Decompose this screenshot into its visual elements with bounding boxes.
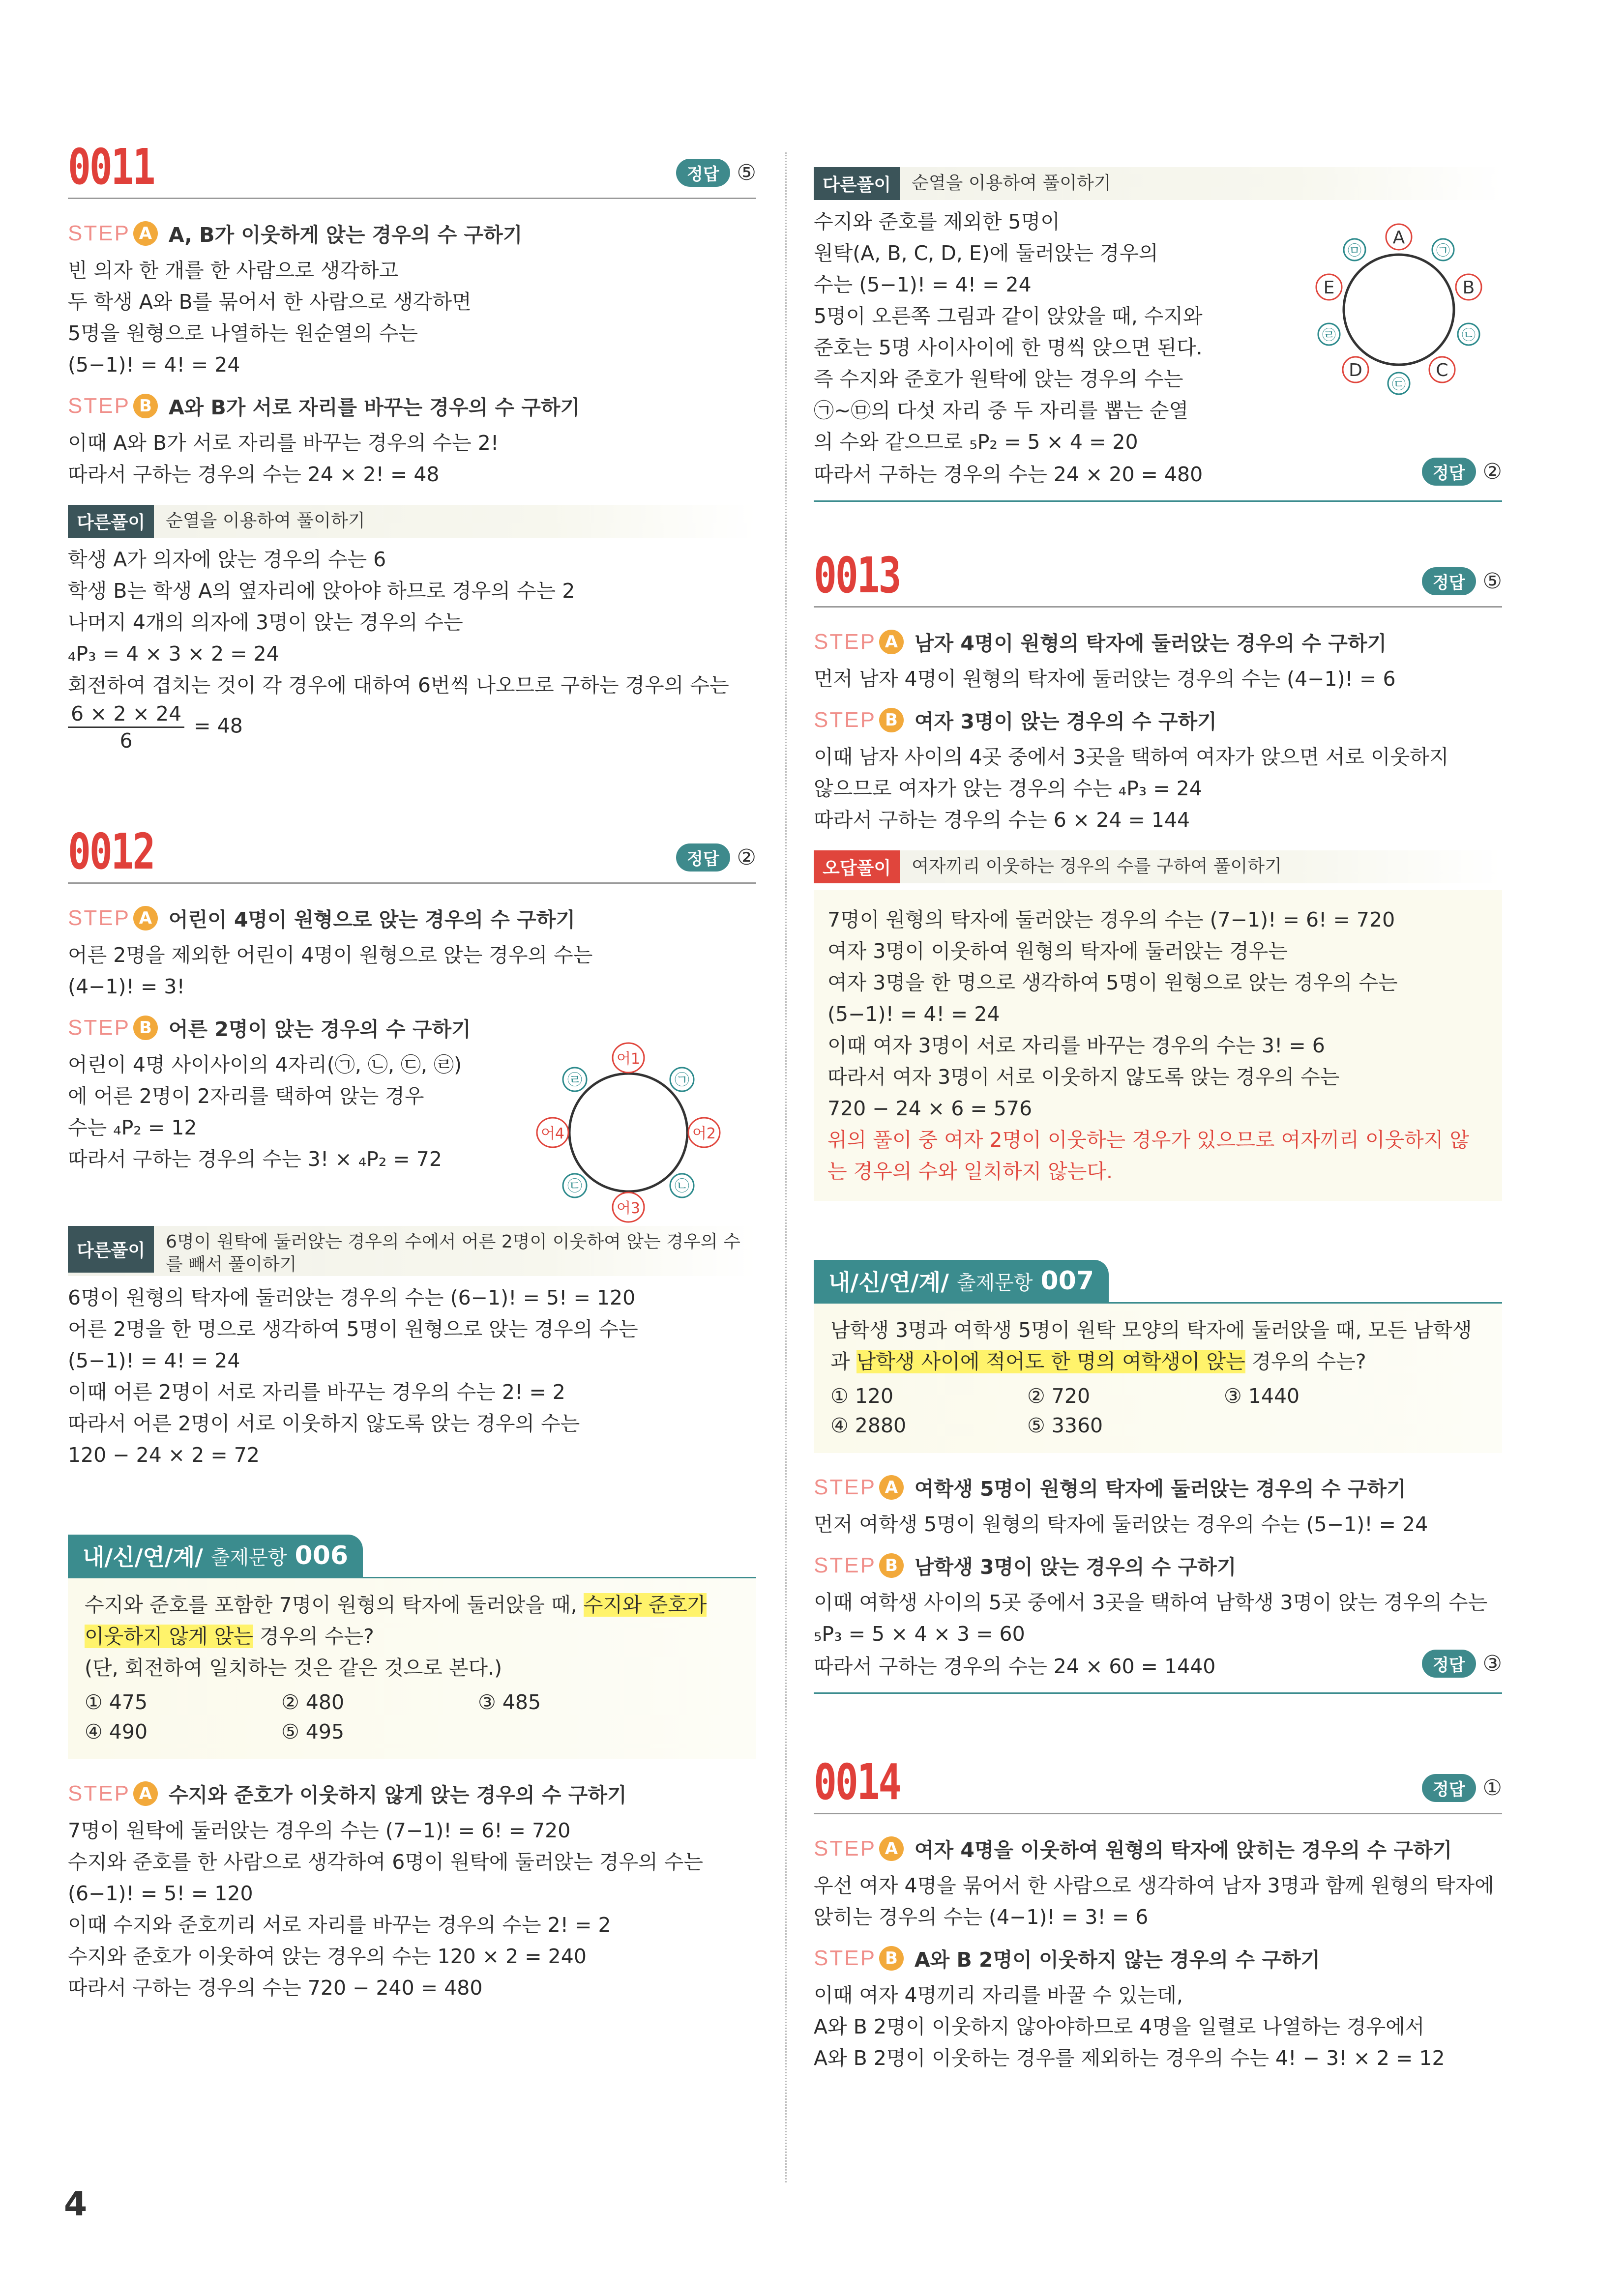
final-line [814,1650,1502,1683]
text-line: 따라서 구하는 경우의 수는 3! × ₄P₂ = 72 [68,1147,442,1171]
step-a [68,219,756,248]
step-b [68,391,756,420]
round-table-circle [569,1074,687,1192]
text-line: 이때 어른 2명이 서로 자리를 바꾸는 경우의 수는 2! = 2 [68,1380,565,1404]
text-line: (6−1)! = 5! = 120 [68,1882,253,1905]
seat-bottom-right [670,1174,694,1197]
step-letter: A [133,1781,158,1806]
step-b [814,1944,1502,1973]
text-line: 어린이 4명 사이사이의 4자리(㉠, ㉡, ㉢, ㉣) [68,1053,462,1076]
answer-tag [1422,1774,1502,1802]
step-a [68,1779,756,1808]
question-line [830,1346,1485,1377]
problem-0014 [814,1753,1502,2074]
related-question-badge-main: 내/신/연/계/ [83,1544,203,1570]
text-line: 두 학생 A와 B를 묶어서 한 사람으로 생각하면 [68,290,472,314]
text-line: 여자 3명이 이웃하여 원형의 탁자에 둘러앉는 경우는 [827,939,1288,963]
round-table-diagram-five [1300,216,1497,403]
answer-badge: 정답 [1422,1774,1476,1802]
step-title: 수지와 준호가 이웃하지 않게 앉는 경우의 수 구하기 [168,1783,627,1807]
round-table-circle [1344,255,1454,365]
svg-text:㉡: ㉡ [675,1178,689,1195]
text-line: 않으므로 여자가 앉는 경우의 수는 ₄P₃ = 24 [814,777,1202,800]
question-line [85,1589,739,1621]
step-a [68,903,756,932]
wrong-solution-box [814,890,1502,1201]
step-letter: B [133,394,158,418]
step-title: 여학생 5명이 원형의 탁자에 둘러앉는 경우의 수 구하기 [914,1477,1406,1501]
svg-text:E: E [1323,278,1335,298]
step-label: STEP [814,1836,876,1860]
text-line: 학생 A가 의자에 앉는 경우의 수는 6 [68,548,386,571]
wrong-solution-badge: 오답풀이 [814,850,900,883]
step-title: 남학생 3명이 앉는 경우의 수 구하기 [914,1555,1237,1579]
step-label: STEP [68,221,130,245]
answer-value: ③ [1482,1651,1502,1676]
choice-item: ① 120 [830,1384,894,1408]
choice-item: ② 720 [1027,1384,1091,1408]
question-text: 경우의 수는? [253,1625,374,1648]
text-line: 수지와 준호를 제외한 5명이 [814,210,1060,233]
answer-choices [830,1381,1485,1440]
svg-text:㉢: ㉢ [1391,376,1406,392]
step-letter: B [879,1946,904,1971]
column-divider [785,152,787,2182]
text-line: 이때 A와 B가 서로 자리를 바꾸는 경우의 수는 2! [68,431,499,455]
text-line: 어른 2명을 제외한 어린이 4명이 원형으로 앉는 경우의 수는 [68,943,593,967]
svg-text:㉠: ㉠ [675,1072,689,1089]
step-letter: A [879,630,904,654]
svg-text:어4: 어4 [540,1125,565,1142]
text-line: 이때 여자 4명끼리 자리를 바꿀 수 있는데, [814,1983,1183,2007]
step-title: 여자 3명이 앉는 경우의 수 구하기 [914,710,1217,733]
text-line: 어른 2명을 한 명으로 생각하여 5명이 원형으로 앉는 경우의 수는 [68,1317,638,1341]
svg-text:어1: 어1 [616,1050,641,1068]
text-line: A와 B 2명이 이웃하지 않아야하므로 4명을 일렬로 나열하는 경우에서 [814,2015,1425,2038]
text-line: 학생 B는 학생 A의 옆자리에 앉아야 하므로 경우의 수는 2 [68,579,575,603]
step-title: 어른 2명이 앉는 경우의 수 구하기 [168,1017,471,1041]
step-title: A, B가 이웃하게 앉는 경우의 수 구하기 [168,223,523,247]
round-table-diagram-adults [520,1034,737,1231]
related-question-code: 007 [1040,1266,1094,1296]
alternate-solution-header [68,1226,756,1276]
text-line: 수지와 준호가 이웃하여 앉는 경우의 수는 120 × 2 = 240 [68,1945,587,1968]
seat-bottom-left [563,1174,587,1197]
choice-item: ② 480 [281,1690,345,1714]
seat-C [1429,357,1455,382]
seat-A [1386,224,1412,250]
step-b-body [68,1049,756,1217]
step-label: STEP [68,1781,130,1805]
problem-header [68,138,756,199]
alternate-solution-title: 순열을 이용하여 풀이하기 [166,511,365,531]
text-line: 여자 3명을 한 명으로 생각하여 5명이 원형으로 앉는 경우의 수는 [827,971,1398,994]
choice-item: ⑤ 3360 [1027,1414,1103,1437]
alternate-solution-badge: 다른풀이 [68,505,154,538]
related-question-code: 006 [295,1541,349,1570]
answer-choices [85,1687,739,1746]
text-line: 우선 여자 4명을 묶어서 한 사람으로 생각하여 남자 3명과 함께 원형의 탁자에 [814,1874,1494,1897]
text-line: 이때 여자 3명이 서로 자리를 바꾸는 경우의 수는 3! = 6 [827,1034,1325,1057]
answer-value: ② [1482,459,1502,484]
related-question-badge [68,1535,363,1577]
step-label: STEP [814,629,876,654]
related-question-badge-main: 내/신/연/계/ [828,1269,949,1296]
choice-item: ④ 2880 [830,1414,907,1437]
seat-gap-e [1344,239,1365,261]
step-a [814,1834,1502,1863]
alt-title-line: 를 빼서 풀이하기 [166,1254,297,1275]
svg-text:㉤: ㉤ [1347,242,1362,259]
seat-B [1456,274,1481,300]
svg-text:C: C [1436,360,1448,380]
answer-badge: 정답 [1422,1650,1476,1678]
fraction-numerator: 6 × 2 × 24 [68,701,184,728]
text-line: 수는 ₄P₂ = 12 [68,1116,197,1139]
answer-badge: 정답 [1422,567,1476,595]
text-line: ₅P₃ = 5 × 4 × 3 = 60 [814,1622,1025,1646]
text-line: (5−1)! = 4! = 24 [68,353,240,377]
text-line: (5−1)! = 4! = 24 [827,1002,1000,1026]
highlight-text: 수지와 준호가 [583,1593,707,1617]
text-line: 5명이 오른쪽 그림과 같이 앉았을 때, 수지와 [814,304,1203,328]
seat-top [613,1043,644,1073]
step-label: STEP [68,393,130,418]
step-letter: A [133,906,158,930]
seat-left [537,1118,568,1147]
seat-gap-a [1432,239,1454,261]
step-label: STEP [814,1553,876,1577]
text-line: 나머지 4개의 의자에 3명이 앉는 경우의 수는 [68,610,463,634]
answer-value: ① [1482,1775,1502,1801]
related-question-badge [814,1260,1109,1302]
text-line: 따라서 구하는 경우의 수는 6 × 24 = 144 [814,808,1190,832]
related-question-box [814,1302,1502,1453]
alternate-solution-header [68,505,756,538]
step-title: 여자 4명을 이웃하여 원형의 탁자에 앉히는 경우의 수 구하기 [914,1838,1452,1862]
problem-0011 [68,138,756,754]
alternate-solution-badge: 다른풀이 [68,1226,154,1273]
answer-tag [1422,567,1502,595]
problem-number: 0011 [68,138,154,196]
related-question-007 [814,1260,1502,1694]
text-line: 7명이 원형의 탁자에 둘러앉는 경우의 수는 (7−1)! = 6! = 720 [827,908,1395,931]
problem-number: 0013 [814,547,900,604]
step-letter: A [879,1475,904,1500]
text-line: 따라서 구하는 경우의 수는 24 × 60 = 1440 [814,1654,1216,1678]
seat-top-left [563,1068,587,1091]
text-line: (4−1)! = 3! [68,975,185,998]
text-line: 준호는 5명 사이사이에 한 명씩 앉으면 된다. [814,336,1203,359]
seat-gap-c [1388,373,1410,394]
text-line: 7명이 원탁에 둘러앉는 경우의 수는 (7−1)! = 6! = 720 [68,1819,571,1842]
alternate-solution-badge: 다른풀이 [814,167,900,200]
text-line: 수지와 준호를 한 사람으로 생각하여 6명이 원탁에 둘러앉는 경우의 수는 [68,1850,703,1874]
step-letter: B [133,1016,158,1040]
svg-text:㉡: ㉡ [1461,327,1476,343]
highlight-text: 남학생 사이에 적어도 한 명의 여학생이 앉는 [856,1350,1245,1373]
text-line: 회전하여 겹치는 것이 각 경우에 대하여 6번씩 나오므로 구하는 경우의 수는 [68,673,729,697]
text-line: ㉠~㉤의 다섯 자리 중 두 자리를 뽑는 순열 [814,399,1189,422]
text-line: 이때 수지와 준호끼리 서로 자리를 바꾸는 경우의 수는 2! = 2 [68,1913,611,1937]
final-line [814,458,1502,491]
step-b [814,1551,1502,1580]
step-title: A와 B가 서로 자리를 바꾸는 경우의 수 구하기 [168,396,580,419]
step-letter: A [133,221,158,246]
choice-item: ④ 490 [85,1720,148,1744]
question-text: 경우의 수는? [1245,1350,1366,1373]
problem-0012 [68,823,756,1471]
seat-top-right [670,1068,694,1091]
answer-value: ⑤ [1482,569,1502,594]
related-question-badge-sub: 출제문항 [956,1271,1033,1294]
related-question-header [814,1260,1502,1302]
fraction [68,701,184,754]
answer-tag [676,159,756,187]
choice-item: ⑤ 495 [281,1720,345,1744]
problem-header [814,1753,1502,1814]
answer-tag [1422,1650,1502,1678]
seat-gap-d [1318,323,1340,345]
text-line: 이때 여학생 사이의 5곳 중에서 3곳을 택하여 남학생 3명이 앉는 경우의 수는 [814,1591,1488,1614]
fraction-result: = 48 [194,714,243,738]
question-text: 과 [830,1350,856,1373]
step-letter: B [879,708,904,732]
text-line: 5명을 원형으로 나열하는 원순열의 수는 [68,321,418,345]
right-column [814,167,1502,2074]
svg-text:어2: 어2 [692,1125,716,1142]
svg-text:D: D [1349,360,1362,380]
step-label: STEP [814,1475,876,1499]
svg-text:A: A [1392,228,1405,248]
answer-badge: 정답 [676,159,730,187]
problem-0013 [814,547,1502,1201]
seat-E [1316,274,1342,300]
seat-right [688,1118,720,1147]
svg-text:㉠: ㉠ [1436,242,1450,259]
problem-number: 0012 [68,823,154,880]
text-line: 따라서 어른 2명이 서로 이웃하지 않도록 앉는 경우의 수는 [68,1412,580,1435]
answer-badge: 정답 [676,843,730,872]
question-line [85,1621,739,1652]
related-question-007-solution [814,1473,1502,1694]
fraction-denominator: 6 [119,729,133,753]
related-question-badge-sub: 출제문항 [210,1546,287,1569]
step-letter: B [879,1553,904,1578]
svg-text:㉢: ㉢ [567,1178,582,1195]
step-label: STEP [814,707,876,732]
text-line: 따라서 구하는 경우의 수는 24 × 20 = 480 [814,462,1203,486]
text-line: 앉히는 경우의 수는 (4−1)! = 3! = 6 [814,1905,1149,1929]
text-line: 의 수와 같으므로 ₅P₂ = 5 × 4 = 20 [814,430,1138,454]
seat-bottom [613,1192,644,1222]
alternate-solution-header [814,167,1502,200]
problem-number: 0014 [814,1753,900,1811]
step-label: STEP [68,905,130,930]
text-line: 먼저 남자 4명이 원형의 탁자에 둘러앉는 경우의 수는 (4−1)! = 6 [814,667,1396,691]
text-line: 따라서 여자 3명이 서로 이웃하지 않도록 앉는 경우의 수는 [827,1065,1340,1089]
text-line: 먼저 여학생 5명이 원형의 탁자에 둘러앉는 경우의 수는 (5−1)! = 24 [814,1512,1428,1536]
step-a [814,627,1502,656]
svg-text:어3: 어3 [616,1200,641,1217]
text-line: 따라서 구하는 경우의 수는 720 − 240 = 480 [68,1976,483,2000]
left-column [68,138,756,2004]
step-title: A와 B 2명이 이웃하지 않는 경우의 수 구하기 [914,1948,1321,1972]
answer-value: ② [737,845,756,870]
text-line: 120 − 24 × 2 = 72 [68,1443,260,1467]
step-title: 남자 4명이 원형의 탁자에 둘러앉는 경우의 수 구하기 [914,632,1387,655]
alternate-solution-title [154,1226,740,1276]
seat-D [1343,357,1368,382]
wrong-solution-header [814,850,1502,883]
text-line: (5−1)! = 4! = 24 [68,1349,240,1372]
step-b [814,705,1502,734]
fraction-line [68,701,756,754]
related-question-header [68,1535,756,1577]
wrong-solution-title: 여자끼리 이웃하는 경우의 수를 구하여 풀이하기 [912,856,1282,876]
question-line: (단, 회전하여 일치하는 것은 같은 것으로 본다.) [85,1656,502,1680]
text-line: 6명이 원형의 탁자에 둘러앉는 경우의 수는 (6−1)! = 5! = 120 [68,1286,636,1309]
text-line: 수는 (5−1)! = 4! = 24 [814,273,1032,296]
text-line: 따라서 구하는 경우의 수는 24 × 2! = 48 [68,463,440,486]
related-question-006-alternate [814,167,1502,502]
question-line: 남학생 3명과 여학생 5명이 원탁 모양의 탁자에 둘러앉을 때, 모든 남학생 [830,1318,1472,1342]
text-line: 이때 남자 사이의 4곳 중에서 3곳을 택하여 여자가 앉으면 서로 이웃하지 [814,745,1449,769]
text-line: 720 − 24 × 6 = 576 [827,1097,1033,1120]
step-a [814,1473,1502,1502]
answer-value: ⑤ [737,160,756,185]
alternate-solution-title: 순열을 이용하여 풀이하기 [912,173,1111,193]
text-line: ₄P₃ = 4 × 3 × 2 = 24 [68,642,279,666]
text-line: A와 B 2명이 이웃하는 경우를 제외하는 경우의 수는 4! − 3! × 2 = 12 [814,2046,1445,2070]
step-title: 어린이 4명이 원형으로 앉는 경우의 수 구하기 [168,908,575,931]
svg-text:B: B [1462,278,1475,298]
warning-line: 는 경우의 수와 일치하지 않는다. [827,1160,1113,1183]
answer-badge: 정답 [1422,458,1476,486]
text-line: 빈 의자 한 개를 한 사람으로 생각하고 [68,259,399,282]
text-line: 원탁(A, B, C, D, E)에 둘러앉는 경우의 [814,241,1158,265]
step-label: STEP [68,1015,130,1040]
problem-header [814,547,1502,608]
seat-gap-b [1458,323,1479,345]
svg-text:㉣: ㉣ [567,1072,582,1089]
warning-line: 위의 풀이 중 여자 2명이 이웃하는 경우가 있으므로 여자끼리 이웃하지 않 [827,1128,1469,1152]
highlight-text: 이웃하지 않게 앉는 [85,1625,253,1648]
problem-header [68,823,756,884]
svg-text:㉣: ㉣ [1322,327,1336,343]
page-number: 4 [64,2185,88,2224]
text-line: 에 어른 2명이 2자리를 택하여 앉는 경우 [68,1084,424,1108]
text-line: 즉 수지와 준호가 원탁에 앉는 경우의 수는 [814,367,1183,391]
choice-item: ③ 485 [478,1690,541,1714]
answer-tag [1422,458,1502,486]
alt-title-line: 6명이 원탁에 둘러앉는 경우의 수에서 어른 2명이 이웃하여 앉는 경우의 수 [166,1232,740,1252]
step-label: STEP [814,1946,876,1970]
question-text: 수지와 준호를 포함한 7명이 원형의 탁자에 둘러앉을 때, [85,1593,584,1617]
related-question-box [68,1577,756,1759]
step-letter: A [879,1836,904,1861]
answer-tag [676,843,756,872]
related-question-006 [68,1535,756,2004]
choice-item: ① 475 [85,1690,148,1714]
choice-item: ③ 1440 [1224,1384,1300,1408]
